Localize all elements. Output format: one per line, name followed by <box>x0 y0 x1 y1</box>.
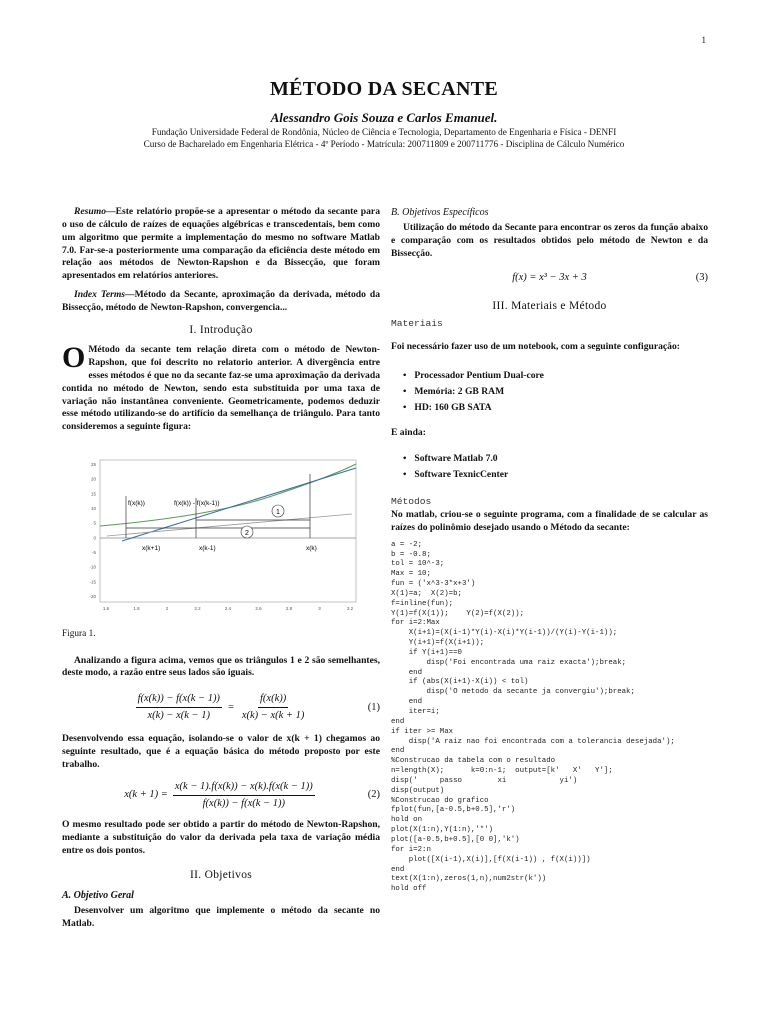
secant-line <box>122 468 356 541</box>
y-tick-label: 5 <box>93 520 96 526</box>
y-axis-ticks <box>89 462 96 599</box>
equation-2 <box>62 780 380 811</box>
page-number: 1 <box>701 35 706 45</box>
x-tick-label: 2.4 <box>224 606 232 612</box>
y-tick-label: 0 <box>93 535 96 541</box>
config-text: Foi necessário fazer uso de um notebook, com a seguinte configuração: <box>391 341 680 353</box>
tangent-like-line <box>107 514 352 536</box>
metodos-text: No matlab, criou-se o seguinte programa, com a finalidade de se calcular as raízes do polinômio desejado usando o Método da secante: <box>391 508 708 533</box>
label-xk1p: x(k+1) <box>142 545 161 553</box>
x-tick-label: 1.8 <box>133 606 140 612</box>
figure-caption: Figura 1. <box>62 629 96 640</box>
x-tick-label: 1.6 <box>102 606 110 612</box>
secant-figure-svg <box>62 456 380 618</box>
affiliation-line-2: Curso de Bacharelado em Engenharia Elétrica - 4º Período - Matrícula: 200711809 e 200711776 - Disciplina de Cálculo Numérico <box>143 139 625 149</box>
x-tick-label: 2.2 <box>194 606 201 612</box>
y-tick-label: 10 <box>90 506 96 512</box>
y-tick-label: -5 <box>91 550 96 556</box>
eq2-lhs: x(k + 1) = <box>124 789 168 801</box>
section-1-heading: I. Introdução <box>189 323 253 336</box>
left-column <box>62 206 380 931</box>
objetivo-geral-text: Desenvolver um algoritmo que implemente o método da secante no Matlab. <box>62 905 380 930</box>
label-xk: x(k) <box>306 545 317 553</box>
affiliation-line-1: Fundação Universidade Federal de Rondônia, Núcleo de Ciência e Tecnologia, Departamento de Engenharia e Física - DENFI <box>151 127 617 137</box>
dropcap: O <box>62 341 86 375</box>
matlab-code-listing: a = -2; b = -0.8; tol = 10^-3; Max = 10; fun = ('x^3-3*x+3') X(1)=a; X(2)=b; f=inline(fun); Y(1)=f(X(1)); Y(2)=f(X(2)); for i=2:Max X(i+1)=(X(i-1)*Y(i)-X(i)*Y(i-1))/(Y(i)-Y(i-1)); Y(i+1)=f(X(i+1)); if Y(i+1)==0 disp('Foi encontrada uma raiz exacta');break; end if (abs(X(i+1)-X(i)) < tol) disp('O metodo da secante ja convergiu');break; end iter=i; end if iter >= Max disp('A raiz nao foi encontrada com a tolerancia desejada'); end %Construcao da tabela com o resultado n=length(X); k=0:n-1; output=[k' X' Y']; disp(' passo xi yi') disp(output) %Construcao do grafico fplot(fun,[a-0.5,b+0.5],'r') hold on plot(X(1:n),Y(1:n),'*') plot([a-0.5,b+0.5],[0 0],'k') for i=2:n plot([X(i-1),X(i)],[f(X(i-1)) , f(X(i))]) end text(X(1:n),zeros(1,n),num2str(k')) hold off <box>391 540 675 894</box>
eq1-lhs-num: f(x(k)) − f(x(k − 1)) <box>136 692 222 708</box>
paragraph-after-eq2: O mesmo resultado pode ser obtido a partir do método de Newton-Rapshon, mediante a substituição do valor da derivada pela taxa de variação média entre os dois pontos. <box>62 818 380 856</box>
index-terms <box>62 289 380 315</box>
y-tick-label: 15 <box>90 491 96 497</box>
section-2-heading: II. Objetivos <box>189 868 253 881</box>
right-column <box>391 206 708 895</box>
intro-text: Método da secante tem relação direta com o método de Newton-Rapshon, que foi descrito no relatorio anterior. A divergência entre esses métodos é que no da secante faz-se uma aproximação da derivada contida no método de Newton, sendo esta substituida por uma taxa de variação não instantânea conveniente. Geometricamente, podemos deduzir esse método utilizando-se do artifício da semelhança de triângulo. Para tanto consideremos a seguinte figura: <box>62 344 380 433</box>
hardware-item: • Processador Pentium Dual-core <box>403 370 708 383</box>
eq2-den: f(x(k)) − f(x(k − 1)) <box>202 797 285 809</box>
triangle-1-label: 1 <box>276 509 280 517</box>
subsection-b-heading: B. Objetivos Específicos <box>391 207 489 218</box>
software-item: • Software TexnicCenter <box>403 469 708 482</box>
eq1-lhs-fraction <box>136 692 222 723</box>
triangle-2-label: 2 <box>245 530 249 538</box>
eq1-number: (1) <box>367 701 380 713</box>
abstract <box>62 206 380 283</box>
paragraph-after-figure: Analizando a figura acima, vemos que os triângulos 1 e 2 são semelhantes, deste modo, a razão entre seus lados são iguais. <box>62 654 380 679</box>
y-tick-label: 20 <box>90 476 96 482</box>
eq2-num: x(k − 1).f(x(k)) − x(k).f(x(k − 1)) <box>173 780 315 796</box>
eq3-number: (3) <box>695 271 708 283</box>
section-3-heading: III. Materiais e Método <box>492 299 607 312</box>
materiais-heading: Materiais <box>391 318 443 330</box>
paper-title: MÉTODO DA SECANTE <box>269 78 499 100</box>
e-ainda-text: E ainda: <box>391 426 426 438</box>
subsection-a-heading: A. Objetivo Geral <box>62 889 134 901</box>
y-tick-label: -10 <box>89 564 96 570</box>
software-item: • Software Matlab 7.0 <box>403 453 708 466</box>
eq3-text: f(x) = x³ − 3x + 3 <box>512 271 587 283</box>
plot-area <box>100 460 356 602</box>
label-fdiff: f(x(k)) - f(x(k-1)) <box>174 500 220 508</box>
hardware-item: • HD: 160 GB SATA <box>403 402 708 415</box>
y-tick-label: -20 <box>89 594 96 600</box>
index-terms-text: —Método da Secante, aproximação da derivada, método da Bissecção, método de Newton-Rapshon, convergencia... <box>62 289 380 313</box>
metodos-heading: Métodos <box>391 496 432 508</box>
x-tick-label: 3.2 <box>346 606 354 612</box>
abstract-text: —Este relatório propõe-se a apresentar o método da secante para o uso de cálculo de raízes de equações algébricas e transcedentais, bem como um algoritmo que permite a implementação do mesmo no software Matlab 7.0. Far-se-a posteriormente uma comparação da eficiência deste método em relação aos métodos de Newton-Rapshon e da Bissecção, que foram apresentados em relatórios anteriores. <box>62 206 380 282</box>
y-tick-label: -15 <box>89 579 96 585</box>
index-terms-label: Index Terms <box>74 289 126 301</box>
eq1-rhs-den: x(k) − x(k + 1) <box>241 710 305 722</box>
eq1-rhs-num: f(x(k)) <box>258 692 288 708</box>
abstract-label: Resumo <box>74 206 106 217</box>
eq1-lhs-den: x(k) − x(k − 1) <box>147 710 211 722</box>
objetivos-especificos-text: Utilização do método da Secante para encontrar os zeros da função abaixo e comparação com os resultados obtidos pelo método de Newton e da Bissecção. <box>391 222 708 260</box>
hardware-list <box>403 370 708 415</box>
eq2-fraction <box>173 780 315 811</box>
software-list <box>403 453 708 482</box>
eq1-rhs-fraction <box>240 692 307 723</box>
eq2-number: (2) <box>367 789 380 801</box>
x-tick-label: 2.8 <box>285 606 293 612</box>
eq1-equals: = <box>227 701 234 713</box>
label-fxk: f(x(k)) <box>128 500 145 508</box>
equation-1 <box>62 692 380 723</box>
x-tick-label: 2 <box>165 606 169 612</box>
hardware-item: • Memória: 2 GB RAM <box>403 386 708 399</box>
equation-3 <box>391 271 708 285</box>
x-axis-ticks <box>103 606 354 611</box>
x-tick-label: 3 <box>318 606 321 612</box>
x-tick-label: 2.6 <box>255 606 262 612</box>
intro-paragraph <box>62 341 380 434</box>
label-xk1m: x(k-1) <box>199 545 216 553</box>
y-tick-label: 25 <box>90 462 96 468</box>
paragraph-after-eq1: Desenvolvendo essa equação, isolando-se o valor de x(k + 1) chegamos ao seguinte resultado, que é a equação básica do método proposto por este trabalho. <box>62 733 380 771</box>
secant-figure <box>62 456 380 618</box>
authors: Alessandro Gois Souza e Carlos Emanuel. <box>270 110 498 125</box>
